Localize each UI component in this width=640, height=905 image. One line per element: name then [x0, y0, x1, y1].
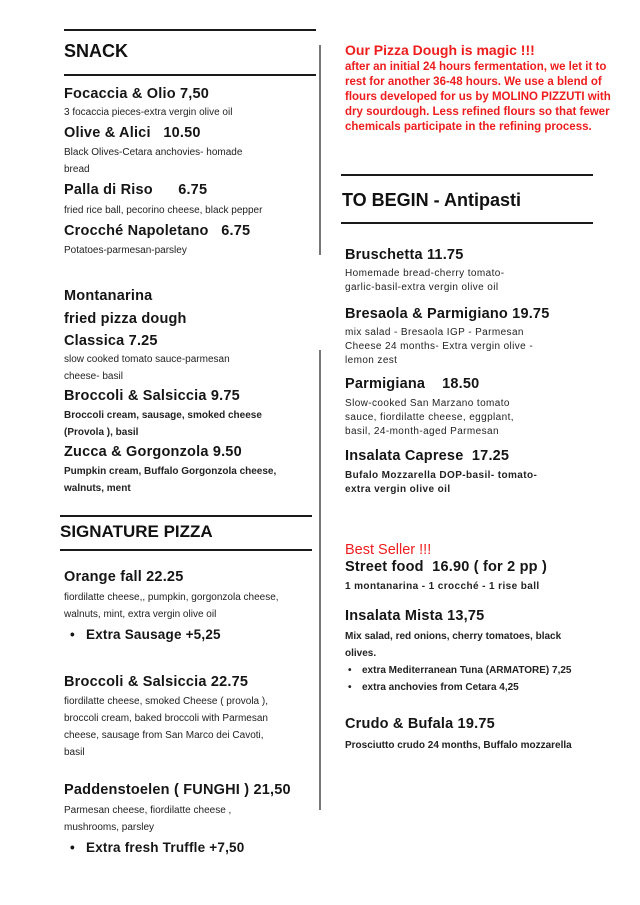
- menu-item-desc: 3 focaccia pieces-extra vergin olive oil: [64, 107, 233, 118]
- menu-item-desc: cheese, sausage from San Marco dei Cavoti,: [64, 730, 264, 741]
- section-subtitle: fried pizza dough: [64, 311, 187, 327]
- menu-item-desc: lemon zest: [345, 355, 398, 366]
- column-divider: [319, 45, 321, 255]
- menu-item-name: Insalata Caprese 17.25: [345, 448, 510, 464]
- menu-item-name: Bruschetta 11.75: [345, 247, 464, 263]
- menu-item-desc: fiordilatte cheese,, pumpkin, gorgonzola cheese,: [64, 592, 279, 603]
- menu-item-desc: extra vergin olive oil: [345, 484, 451, 495]
- dough-title: Our Pizza Dough is magic !!!: [345, 42, 535, 58]
- menu-item-name: Parmigiana 18.50: [345, 376, 480, 392]
- menu-item-name: Classica 7.25: [64, 333, 158, 349]
- menu-item-desc: olives.: [345, 648, 377, 659]
- menu-item-desc: cheese- basil: [64, 371, 123, 382]
- menu-extra: • Extra Sausage +5,25: [86, 626, 221, 644]
- section-title-antipasti: TO BEGIN - Antipasti: [342, 190, 522, 210]
- menu-item-desc: Black Olives-Cetara anchovies- homade: [64, 147, 243, 158]
- menu-item-name: Insalata Mista 13,75: [345, 608, 485, 624]
- menu-extra: • Extra fresh Truffle +7,50: [86, 839, 244, 857]
- section-title-signature-pizza: SIGNATURE PIZZA: [60, 522, 213, 541]
- menu-item-name: Olive & Alici 10.50: [64, 125, 201, 141]
- menu-item-desc: Parmesan cheese, fiordilatte cheese ,: [64, 805, 232, 816]
- divider: [341, 222, 593, 224]
- menu-item-name: Paddenstoelen ( FUNGHI ) 21,50: [64, 782, 291, 798]
- menu-item-desc: Slow-cooked San Marzano tomato: [345, 398, 510, 409]
- menu-item-name: Orange fall 22.25: [64, 569, 184, 585]
- menu-item-desc: bread: [64, 164, 90, 175]
- menu-item-desc: basil: [64, 747, 85, 758]
- menu-extra: • extra anchovies from Cetara 4,25: [362, 681, 519, 695]
- menu-item-desc: sauce, fiordilatte cheese, eggplant,: [345, 412, 514, 423]
- divider: [60, 515, 312, 517]
- menu-item-desc: basil, 24-month-aged Parmesan: [345, 426, 499, 437]
- menu-item-name: Crudo & Bufala 19.75: [345, 716, 495, 732]
- column-divider: [319, 350, 321, 810]
- menu-item-desc: broccoli cream, baked broccoli with Parmesan: [64, 713, 268, 724]
- menu-item-desc: 1 montanarina - 1 crocché - 1 rise ball: [345, 581, 540, 592]
- menu-item-name: Street food 16.90 ( for 2 pp ): [345, 559, 547, 575]
- menu-item-desc: mix salad - Bresaola IGP - Parmesan: [345, 327, 524, 338]
- menu-extra: • extra Mediterranean Tuna (ARMATORE) 7,25: [362, 664, 572, 678]
- menu-item-desc: walnuts, mint, extra vergin olive oil: [64, 609, 217, 620]
- menu-item-desc: Prosciutto crudo 24 months, Buffalo mozzarella: [345, 740, 572, 751]
- menu-item-name: Crocché Napoletano 6.75: [64, 223, 251, 239]
- menu-item-desc: Mix salad, red onions, cherry tomatoes, black: [345, 631, 562, 642]
- divider: [64, 74, 316, 76]
- menu-item-desc: fried rice ball, pecorino cheese, black pepper: [64, 205, 263, 216]
- menu-item-desc: Bufalo Mozzarella DOP-basil- tomato-: [345, 470, 538, 481]
- divider: [60, 549, 312, 551]
- menu-item-desc: walnuts, ment: [64, 483, 131, 494]
- menu-item-desc: slow cooked tomato sauce-parmesan: [64, 354, 230, 365]
- menu-item-desc: fiordilatte cheese, smoked Cheese ( provola ),: [64, 696, 268, 707]
- divider: [64, 29, 316, 31]
- menu-item-desc: garlic-basil-extra vergin olive oil: [345, 282, 499, 293]
- menu-item-desc: Broccoli cream, sausage, smoked cheese: [64, 410, 262, 421]
- menu-item-name: Bresaola & Parmigiano 19.75: [345, 306, 550, 322]
- menu-item-name: Broccoli & Salsiccia 9.75: [64, 388, 240, 404]
- menu-item-name: Broccoli & Salsiccia 22.75: [64, 674, 249, 690]
- menu-item-name: Zucca & Gorgonzola 9.50: [64, 444, 242, 460]
- dough-text: after an initial 24 hours fermentation, we let it to rest for another 36-48 hours. We use a blend of flours developed for us by MOLINO PIZZUTI with dry sourdough. Less refined flours so that fewer chemicals participate in the refining process.: [345, 61, 611, 133]
- menu-item-desc: (Provola ), basil: [64, 427, 139, 438]
- divider: [341, 174, 593, 176]
- menu-item-name: Palla di Riso 6.75: [64, 182, 208, 198]
- menu-item-desc: Pumpkin cream, Buffalo Gorgonzola cheese,: [64, 466, 277, 477]
- best-seller-label: Best Seller !!!: [345, 542, 432, 558]
- menu-item-desc: Cheese 24 months- Extra vergin olive -: [345, 341, 534, 352]
- section-title-snack: SNACK: [64, 41, 129, 61]
- section-title-montanarina: Montanarina: [64, 288, 153, 304]
- menu-item-name: Focaccia & Olio 7,50: [64, 86, 210, 102]
- menu-item-desc: Homemade bread-cherry tomato-: [345, 268, 505, 279]
- menu-item-desc: mushrooms, parsley: [64, 822, 155, 833]
- menu-item-desc: Potatoes-parmesan-parsley: [64, 245, 187, 256]
